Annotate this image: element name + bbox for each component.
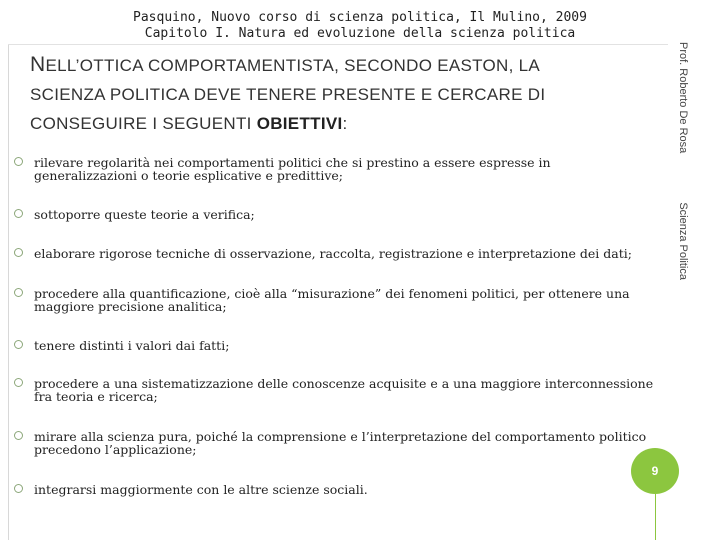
sidebar-course: Scienza Politica bbox=[677, 202, 689, 280]
list-item bbox=[14, 377, 654, 403]
slide-top-border bbox=[8, 44, 668, 45]
bullet-icon bbox=[14, 484, 23, 493]
title-line-3 bbox=[30, 109, 640, 138]
bullet-icon bbox=[14, 340, 23, 349]
bullet-icon bbox=[14, 248, 23, 257]
list-item-text: procedere alla quantificazione, cioè alla “misurazione” dei fenomeni politici, per ottenere una maggiore precisione analitica; bbox=[34, 286, 630, 314]
title-line-1 bbox=[30, 50, 640, 80]
bullet-icon bbox=[14, 157, 23, 166]
bullet-icon bbox=[14, 288, 23, 297]
vertical-sidebar bbox=[668, 42, 696, 280]
title-line-1-text: ELL’OTTICA COMPORTAMENTISTA, SECONDO EASTON, LA bbox=[45, 56, 541, 75]
list-item-text: rilevare regolarità nei comportamenti politici che si prestino a essere espresse in generalizzazioni o teorie esplicative e predittive; bbox=[34, 155, 551, 183]
sidebar-author: Prof. Roberto De Rosa bbox=[677, 42, 689, 154]
bullet-icon bbox=[14, 378, 23, 387]
page-number-badge: 9 bbox=[631, 448, 679, 494]
title-lead-letter: N bbox=[30, 53, 46, 76]
sidebar-text bbox=[677, 42, 689, 280]
bullet-icon bbox=[14, 209, 23, 218]
title-line-2: SCIENZA POLITICA DEVE TENERE PRESENTE E CERCARE DI bbox=[30, 85, 546, 104]
list-item bbox=[14, 483, 654, 496]
slide-left-border bbox=[8, 44, 9, 540]
list-item-text: integrarsi maggiormente con le altre scienze sociali. bbox=[34, 482, 368, 497]
slide-title bbox=[30, 50, 640, 138]
header-citation: Pasquino, Nuovo corso di scienza politica, Il Mulino, 2009 bbox=[133, 10, 587, 25]
list-item bbox=[14, 339, 654, 352]
list-item bbox=[14, 430, 654, 456]
list-item-text: tenere distinti i valori dai fatti; bbox=[34, 338, 230, 353]
slide-header bbox=[0, 10, 720, 42]
list-item-text: mirare alla scienza pura, poiché la comprensione e l’interpretazione del comportamento politico precedono l’applicazione; bbox=[34, 429, 647, 457]
list-item-text: procedere a una sistematizzazione delle conoscenze acquisite e a una maggiore interconnessione fra teoria e ricerca; bbox=[34, 376, 654, 404]
bullet-icon bbox=[14, 431, 23, 440]
list-item-text: elaborare rigorose tecniche di osservazione, raccolta, registrazione e interpretazione dei dati; bbox=[34, 246, 632, 261]
list-item bbox=[14, 208, 654, 221]
title-keyword: OBIETTIVI bbox=[256, 114, 343, 133]
header-chapter: Capitolo I. Natura ed evoluzione della scienza politica bbox=[144, 26, 576, 41]
list-item bbox=[14, 287, 654, 313]
list-item-text: sottoporre queste teorie a verifica; bbox=[34, 207, 255, 222]
list-item bbox=[14, 156, 654, 182]
page-number-line bbox=[655, 494, 656, 540]
title-line-3-suffix: : bbox=[342, 114, 348, 133]
title-line-3-prefix: CONSEGUIRE I SEGUENTI bbox=[30, 114, 257, 133]
list-item bbox=[14, 247, 654, 260]
